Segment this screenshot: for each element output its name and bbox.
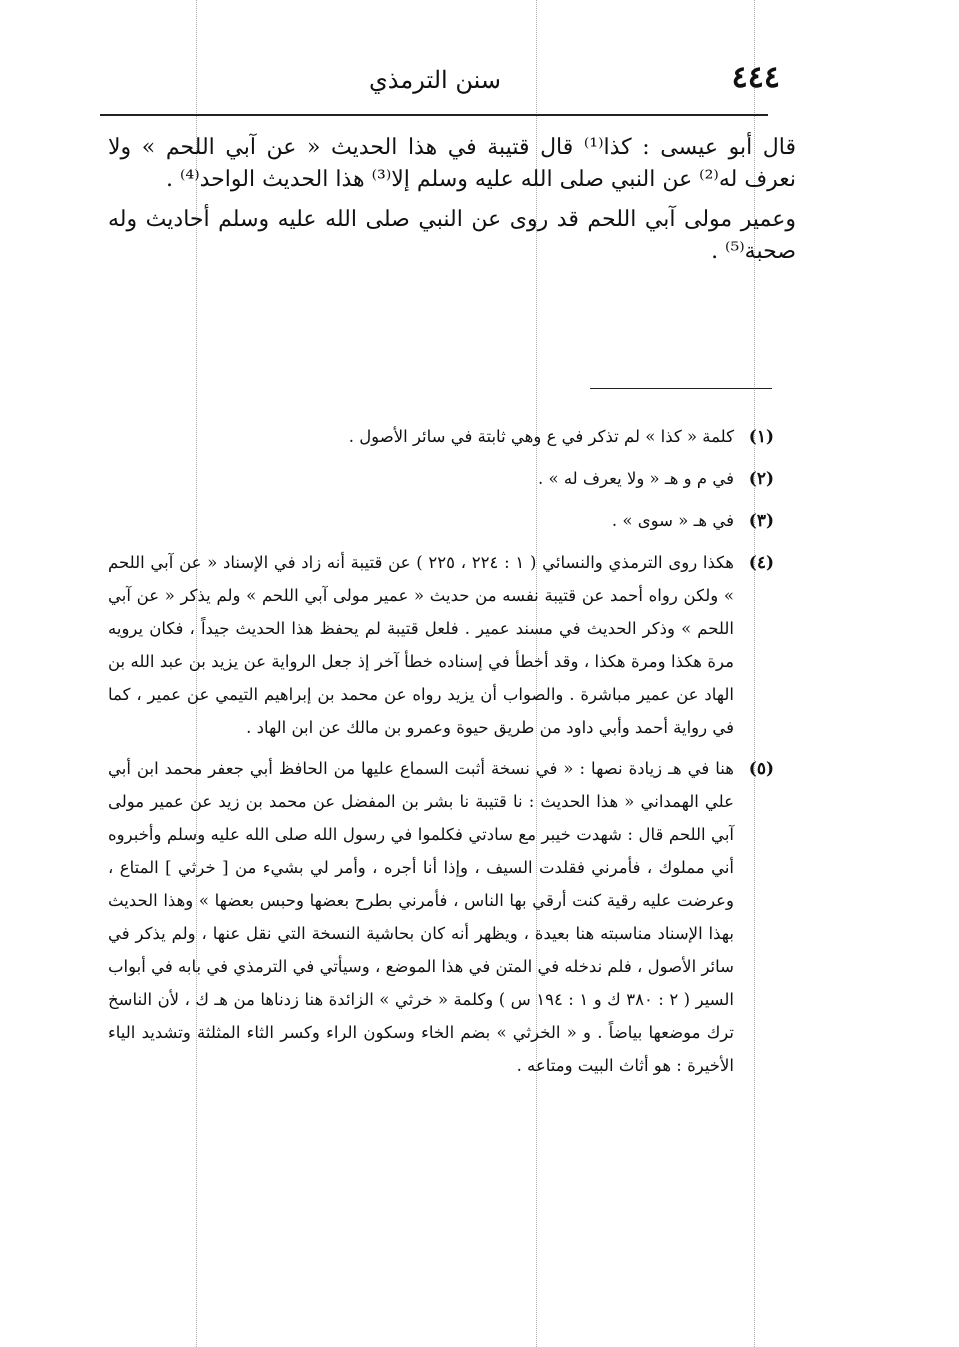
main-paragraph: قال أبو عيسى : كذا⁽¹⁾ قال قتيبة في هذا الحديث « عن آبي اللحم » ولا نعرف له⁽²⁾ عن النبي صلى الله عليه وسلم إلا⁽³⁾ هذا الحديث الواحد⁽⁴⁾ . <box>108 135 796 192</box>
main-paragraph: وعمير مولى آبي اللحم قد روى عن النبي صلى الله عليه وسلم أحاديث وله صحبة⁽⁵⁾ . <box>108 206 796 264</box>
footnote-number: (٢) <box>748 469 774 489</box>
page-number: ٤٤٤ <box>731 60 780 95</box>
main-text <box>108 132 796 268</box>
footnote-text: هكذا روى الترمذي والنسائي ( ١ : ٢٢٤ ، ٢٢٥ ) عن قتيبة أنه زاد في الإسناد « عن آبي اللحم » ولكن رواه أحمد عن قتيبة نفسه من حديث « عمير مولى آبي اللحم » ولم يذكر « عن آبي اللحم » وذكر الحديث في مسند عمير . فلعل قتيبة لم يحفظ هذا الحديث جيداً ، فكان يرويه مرة هكذا ومرة هكذا ، وقد أخطأ في إسناده خطأ آخر إذ جعل الرواية عن يزيد بن عبد الله بن الهاد عن عمير مباشرة . والصواب أن يزيد رواه عن محمد بن إبراهيم التيمي عن عمير ، كما في رواية أحمد وأبي داود من طريق حيوة وعمرو بن مالك عن ابن الهاد . <box>108 553 734 737</box>
footnote <box>108 420 774 454</box>
footnote-number: (١) <box>748 427 774 447</box>
footnote <box>108 504 774 538</box>
footnotes <box>108 420 774 1090</box>
footnote-number: (٣) <box>748 511 774 531</box>
footnote-number: (٥) <box>748 759 774 779</box>
footnote-text: في م و هـ « ولا يعرف له » . <box>537 469 734 488</box>
footnote-text: كلمة « كذا » لم تذكر في ع وهي ثابتة في سائر الأصول . <box>348 427 734 446</box>
footnote-text: هنا في هـ زيادة نصها : « في نسخة أثبت السماع عليها من الحافظ أبي جعفر محمد ابن أبي علي الهمداني « هذا الحديث : نا قتيبة نا بشر بن المفضل عن محمد بن زيد عن عمير مولى آبي اللحم قال : شهدت خيبر مع سادتي فكلموا في رسول الله صلى الله عليه وسلم وأخبروه أني مملوك ، فأمرني فقلدت السيف ، وإذا أنا أجره ، وأمر لي بشيء من [ خرثي ] المتاع ، وعرضت عليه رقية كنت أرقي بها الناس ، فأمرني بطرح بعضها وحبس بعضها » وهذا الحديث بهذا الإسناد مناسبته هنا بعيدة ، ويظهر أنه كان بحاشية النسخة التي نقل عنها ، ولم يذكر في سائر الأصول ، فلم ندخله في المتن في هذا الموضع ، وسيأتي في الترمذي في بابه في أبواب السير ( ٢ : ٣٨٠ ك و ١ : ١٩٤ س ) وكلمة « خرثي » الزائدة هنا زدناها من هـ ك ، لأن الناسخ ترك موضعها بياضاً . و « الخرثي » بضم الخاء وسكون الراء وكسر الثاء المثلثة وتشديد الياء الأخيرة : هو أثاث البيت ومتاعه . <box>108 759 734 1075</box>
footnote <box>108 752 774 1082</box>
footnote-separator <box>590 388 772 389</box>
header-rule <box>100 114 768 116</box>
page-header <box>100 58 790 108</box>
footnote <box>108 462 774 496</box>
footnote-text: في هـ « سوى » . <box>611 511 734 530</box>
running-title: سنن الترمذي <box>369 66 501 94</box>
footnote-number: (٤) <box>748 553 774 573</box>
footnote <box>108 546 774 744</box>
